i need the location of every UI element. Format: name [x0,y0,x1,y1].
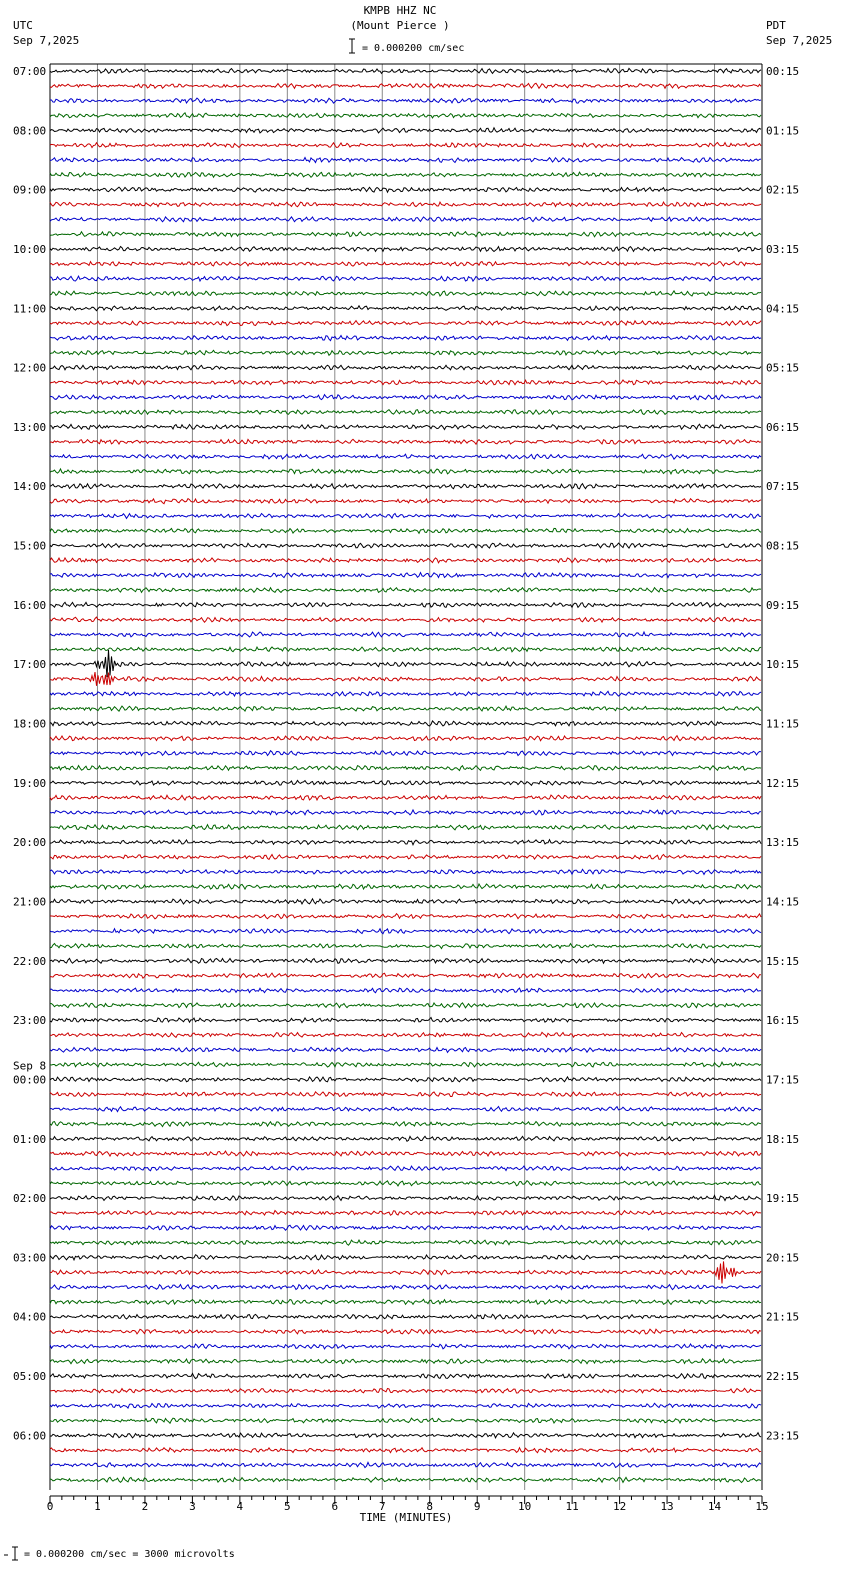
trace-0 [50,68,761,73]
trace-81 [50,1261,761,1283]
trace-84 [50,1314,761,1319]
scale-label: = 0.000200 cm/sec [362,43,465,54]
trace-36 [50,602,761,607]
left-hour-label: 23:00 [13,1014,47,1028]
trace-51 [50,825,761,830]
trace-28 [50,484,761,489]
right-hour-label: 05:15 [766,361,800,375]
trace-15 [50,291,761,296]
x-tick-label: 4 [236,1500,244,1513]
left-hour-label: 22:00 [13,954,47,968]
right-hour-label: 08:15 [766,539,800,553]
trace-74 [50,1166,761,1171]
right-hour-label: 22:15 [766,1370,800,1384]
trace-4 [50,128,761,133]
trace-23 [50,410,761,415]
x-axis-title: TIME (MINUTES) [359,1511,453,1524]
trace-87 [50,1359,761,1364]
left-hour-label: 05:00 [13,1370,47,1384]
trace-72 [50,1136,761,1141]
x-tick-label: 3 [189,1500,196,1513]
trace-19 [50,350,761,355]
trace-21 [50,380,761,385]
left-hour-label: 07:00 [13,65,47,78]
right-hour-label: 15:15 [766,954,800,968]
left-hour-label: 12:00 [13,361,47,375]
x-tick-label: 1 [94,1500,101,1513]
right-hour-label: 21:15 [766,1310,800,1324]
x-tick-label: 2 [141,1500,149,1513]
trace-86 [50,1344,761,1349]
trace-17 [50,321,761,326]
x-tick-label: 5 [284,1500,291,1513]
right-hour-label: 20:15 [766,1251,800,1265]
trace-93 [50,1448,761,1453]
left-hour-label: 13:00 [13,420,47,434]
x-tick-label: 10 [518,1500,532,1513]
trace-80 [50,1255,761,1260]
x-tick-label: 14 [707,1500,722,1513]
left-hour-label: 00:00 [13,1073,47,1087]
trace-41 [50,672,761,686]
date-change-label: Sep 8 [13,1059,47,1073]
right-hour-label: 02:15 [766,183,800,197]
trace-16 [50,306,761,311]
trace-39 [50,647,761,652]
trace-49 [50,795,761,800]
pdt-label: PDT [766,19,786,32]
trace-32 [50,543,761,548]
trace-95 [50,1477,761,1482]
right-hour-label: 19:15 [766,1192,800,1206]
calibration-label: = 0.000200 cm/sec = 3000 microvolts [24,1549,235,1560]
trace-70 [50,1107,761,1112]
trace-48 [50,780,761,785]
trace-26 [50,454,761,459]
pdt-date: Sep 7,2025 [766,34,833,47]
left-hour-label: 08:00 [13,124,47,138]
left-hour-label: 06:00 [13,1429,47,1443]
utc-date: Sep 7,2025 [13,34,80,47]
trace-38 [50,632,761,637]
trace-64 [50,1018,761,1023]
scale-bar-icon [349,39,355,53]
trace-75 [50,1181,761,1186]
right-hour-label: 12:15 [766,776,800,790]
x-tick-label: 13 [660,1500,674,1513]
left-hour-label: 16:00 [13,598,47,612]
x-tick-label: 15 [755,1500,769,1513]
x-tick-label: 9 [473,1500,481,1513]
left-hour-label: 14:00 [13,480,47,494]
trace-54 [50,869,761,874]
trace-67 [50,1062,761,1067]
left-hour-label: 03:00 [13,1251,47,1265]
x-tick-label: 7 [378,1500,386,1513]
x-tick-label: 8 [426,1500,434,1513]
trace-45 [50,736,761,741]
trace-62 [50,988,761,993]
trace-9 [50,202,761,207]
trace-14 [50,276,761,281]
trace-89 [50,1388,761,1393]
x-tick-label: 0 [46,1500,54,1513]
trace-65 [50,1032,761,1037]
trace-43 [50,706,761,711]
left-hour-label: 15:00 [13,539,47,553]
left-hour-label: 02:00 [13,1192,47,1206]
trace-52 [50,840,761,845]
trace-3 [50,113,761,118]
trace-59 [50,944,761,949]
x-tick-label: 12 [612,1500,627,1513]
trace-7 [50,172,761,177]
trace-57 [50,914,761,919]
trace-69 [50,1092,761,1097]
trace-8 [50,187,761,192]
left-hour-label: 10:00 [13,242,47,256]
right-hour-label: 01:15 [766,124,800,138]
trace-73 [50,1151,761,1156]
trace-46 [50,751,761,756]
right-hour-label: 06:15 [766,420,800,434]
x-tick-label: 11 [565,1500,579,1513]
trace-63 [50,1003,761,1008]
left-hour-label: 19:00 [13,776,47,790]
trace-44 [50,721,761,726]
trace-20 [50,365,761,370]
trace-37 [50,617,761,622]
trace-6 [50,158,761,163]
trace-25 [50,439,761,444]
right-hour-label: 18:15 [766,1132,800,1146]
trace-82 [50,1285,761,1290]
right-hour-label: 16:15 [766,1014,800,1028]
trace-2 [50,98,761,103]
left-hour-label: 11:00 [13,302,47,316]
trace-18 [50,336,761,341]
trace-42 [50,691,761,696]
trace-22 [50,395,761,400]
trace-90 [50,1403,761,1408]
trace-66 [50,1047,761,1052]
trace-61 [50,973,761,978]
trace-5 [50,143,761,148]
trace-13 [50,261,761,266]
trace-68 [50,1077,761,1082]
trace-27 [50,469,761,474]
right-hour-label: 09:15 [766,598,800,612]
left-hour-label: 01:00 [13,1132,47,1146]
trace-40 [50,650,761,677]
trace-88 [50,1374,761,1379]
trace-56 [50,899,761,904]
trace-50 [50,810,761,815]
calibration-bar-icon [4,1547,18,1560]
right-hour-label: 04:15 [766,302,800,316]
trace-24 [50,424,761,429]
utc-label: UTC [13,19,33,32]
trace-10 [50,217,761,222]
left-hour-label: 20:00 [13,836,47,850]
right-hour-label: 17:15 [766,1073,800,1087]
trace-77 [50,1211,761,1216]
trace-33 [50,558,761,563]
trace-92 [50,1433,761,1438]
left-hour-label: 21:00 [13,895,47,909]
trace-11 [50,232,761,237]
x-tick-label: 6 [331,1500,339,1513]
x-axis [47,1496,769,1524]
trace-60 [50,958,761,963]
right-hour-label: 23:15 [766,1429,800,1443]
trace-55 [50,884,761,889]
left-hour-label: 04:00 [13,1310,47,1324]
right-hour-label: 07:15 [766,480,800,494]
trace-58 [50,929,761,934]
station-title: KMPB HHZ NC [363,4,437,17]
trace-71 [50,1122,761,1127]
right-hour-label: 13:15 [766,836,800,850]
right-hour-label: 10:15 [766,658,800,672]
trace-83 [50,1299,761,1304]
trace-35 [50,588,761,593]
trace-78 [50,1225,761,1230]
right-hour-label: 14:15 [766,895,800,909]
trace-47 [50,766,761,771]
trace-85 [50,1329,761,1334]
left-hour-label: 09:00 [13,183,47,197]
right-hour-label: 00:15 [766,65,800,78]
trace-34 [50,573,761,578]
trace-91 [50,1418,761,1423]
right-hour-label: 03:15 [766,242,800,256]
trace-79 [50,1240,761,1245]
trace-group [50,68,761,1482]
trace-31 [50,528,761,533]
trace-76 [50,1196,761,1201]
trace-53 [50,855,761,860]
trace-94 [50,1462,761,1467]
trace-30 [50,514,761,519]
site-title: (Mount Pierce ) [350,19,450,32]
trace-1 [50,83,761,88]
right-hour-label: 11:15 [766,717,800,731]
trace-12 [50,247,761,252]
left-hour-label: 18:00 [13,717,47,731]
trace-29 [50,499,761,504]
left-hour-label: 17:00 [13,658,47,672]
